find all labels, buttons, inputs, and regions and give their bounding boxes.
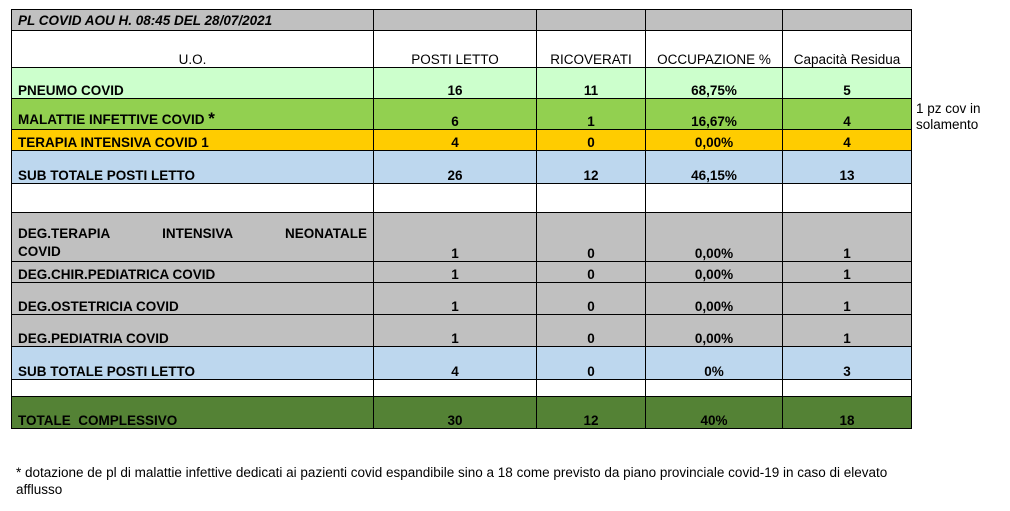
ricoverati-value: 12 <box>537 151 646 184</box>
posti-letto-value: 26 <box>374 151 537 184</box>
table-title: PL COVID AOU H. 08:45 DEL 28/07/2021 <box>12 10 374 31</box>
side-note-line2: solamento <box>916 117 979 132</box>
unit-name: DEG.PEDIATRIA COVID <box>12 315 374 347</box>
table-row <box>12 130 912 151</box>
header-row <box>12 31 912 68</box>
total-label: TOTALE COMPLESSIVO <box>12 397 374 429</box>
posti-letto-value: 1 <box>374 315 537 347</box>
unit-name: TERAPIA INTENSIVA COVID 1 <box>12 130 374 151</box>
ricoverati-value: 0 <box>537 347 646 380</box>
posti-letto-value: 4 <box>374 130 537 151</box>
spacer-row <box>12 380 912 397</box>
total-row <box>12 397 912 429</box>
table-row <box>12 283 912 315</box>
posti-letto-value: 1 <box>374 213 537 262</box>
footnote-marker: * <box>208 109 215 128</box>
occupazione-value: 46,15% <box>646 151 783 184</box>
table-row <box>12 262 912 283</box>
capacita-value: 4 <box>783 99 912 130</box>
unit-name: DEG.CHIR.PEDIATRICA COVID <box>12 262 374 283</box>
table-row <box>12 315 912 347</box>
unit-name: DEG.OSTETRICIA COVID <box>12 283 374 315</box>
posti-letto-value: 4 <box>374 347 537 380</box>
occupazione-value: 0,00% <box>646 130 783 151</box>
capacita-value: 1 <box>783 262 912 283</box>
side-note <box>916 101 1006 133</box>
capacita-value: 5 <box>783 68 912 99</box>
side-note-line1: 1 pz cov in <box>916 101 981 116</box>
header-capacita: Capacità Residua <box>783 31 912 68</box>
posti-letto-value: 30 <box>374 397 537 429</box>
header-ricoverati: RICOVERATI <box>537 31 646 68</box>
capacita-value: 1 <box>783 283 912 315</box>
posti-letto-value: 1 <box>374 262 537 283</box>
spacer-row <box>12 184 912 213</box>
capacita-value: 1 <box>783 213 912 262</box>
capacita-value: 1 <box>783 315 912 347</box>
posti-letto-value: 1 <box>374 283 537 315</box>
unit-name <box>12 99 374 130</box>
ricoverati-value: 11 <box>537 68 646 99</box>
ricoverati-value: 0 <box>537 213 646 262</box>
ricoverati-value: 12 <box>537 397 646 429</box>
header-posti-letto: POSTI LETTO <box>374 31 537 68</box>
subtotal-label: SUB TOTALE POSTI LETTO <box>12 347 374 380</box>
posti-letto-value: 6 <box>374 99 537 130</box>
unit-name <box>12 213 374 262</box>
title-row <box>12 10 912 31</box>
unit-name-line2: COVID <box>18 244 61 259</box>
occupazione-value: 0,00% <box>646 262 783 283</box>
occupazione-value: 0,00% <box>646 315 783 347</box>
header-occupazione: OCCUPAZIONE % <box>646 31 783 68</box>
header-uo: U.O. <box>12 31 374 68</box>
table-row <box>12 99 912 130</box>
posti-letto-value: 16 <box>374 68 537 99</box>
unit-name-line1: DEG.TERAPIA INTENSIVA NEONATALE <box>18 226 367 241</box>
covid-beds-table <box>11 9 912 429</box>
capacita-value: 13 <box>783 151 912 184</box>
ricoverati-value: 0 <box>537 262 646 283</box>
ricoverati-value: 0 <box>537 315 646 347</box>
table-row <box>12 213 912 262</box>
subtotal-row <box>12 347 912 380</box>
occupazione-value: 16,67% <box>646 99 783 130</box>
subtotal-row <box>12 151 912 184</box>
unit-name: PNEUMO COVID <box>12 68 374 99</box>
ricoverati-value: 0 <box>537 283 646 315</box>
capacita-value: 4 <box>783 130 912 151</box>
occupazione-value: 0% <box>646 347 783 380</box>
unit-name-text: MALATTIE INFETTIVE COVID <box>18 112 205 127</box>
occupazione-value: 0,00% <box>646 283 783 315</box>
ricoverati-value: 1 <box>537 99 646 130</box>
occupazione-value: 0,00% <box>646 213 783 262</box>
footnote: * dotazione de pl di malattie infettive dedicati ai pazienti covid espandibile sino a 18 come previsto da piano provinciale covid-19 in caso di elevato afflusso <box>16 465 888 497</box>
occupazione-value: 40% <box>646 397 783 429</box>
ricoverati-value: 0 <box>537 130 646 151</box>
capacita-value: 3 <box>783 347 912 380</box>
capacita-value: 18 <box>783 397 912 429</box>
occupazione-value: 68,75% <box>646 68 783 99</box>
subtotal-label: SUB TOTALE POSTI LETTO <box>12 151 374 184</box>
table-row <box>12 68 912 99</box>
